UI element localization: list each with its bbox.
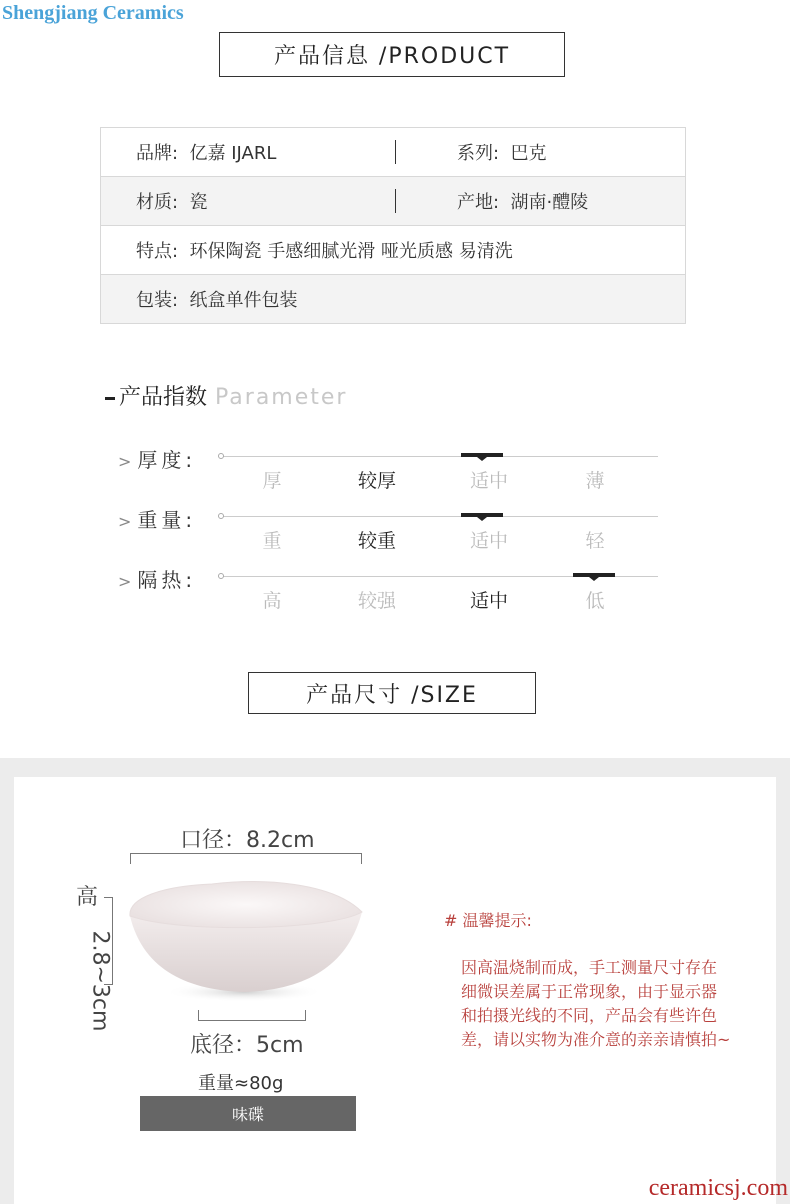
heading-dash xyxy=(105,397,115,400)
chevron-right-icon: > xyxy=(118,512,132,531)
tips-title: # 温馨提示: xyxy=(444,911,532,930)
param-label xyxy=(118,444,196,473)
packaging-cell xyxy=(136,286,298,312)
tips-body: 因高温烧制而成，手工测量尺寸存在 细微误差属于正常现象，由于显示器和拍摄光线的不同，产品会有些许色差，请以实物为准介意的亲亲请慎拍~ xyxy=(461,958,731,1049)
param-option: 薄 xyxy=(585,470,605,492)
brand-value: 亿嘉 IJARL xyxy=(189,143,277,164)
height-value: 2.8~3cm xyxy=(87,930,113,1032)
param-selected-marker xyxy=(461,513,503,517)
param-option: 重 xyxy=(262,530,282,552)
param-label-text: 厚度: xyxy=(137,448,197,472)
param-label xyxy=(118,504,196,533)
param-option: 较重 xyxy=(357,530,396,552)
parameter-heading-en: Parameter xyxy=(215,385,348,410)
brand-label: 品牌: xyxy=(136,143,179,164)
base-diameter-label: 底径：5cm xyxy=(190,1033,304,1058)
base-diameter-bracket xyxy=(198,1010,306,1021)
features-cell xyxy=(136,237,513,263)
chevron-right-icon: > xyxy=(118,572,132,591)
shop-watermark: Shengjiang Ceramics xyxy=(2,2,184,24)
param-option: 较强 xyxy=(357,590,396,612)
param-option: 适中 xyxy=(469,470,508,492)
material-value: 瓷 xyxy=(189,192,208,213)
param-option: 适中 xyxy=(469,590,508,612)
param-label xyxy=(118,564,196,593)
param-scale-line xyxy=(222,516,658,517)
bowl-image xyxy=(122,868,367,1008)
product-info-table xyxy=(100,127,686,324)
param-option: 厚 xyxy=(262,470,282,492)
series-cell xyxy=(457,139,547,165)
param-option: 轻 xyxy=(585,530,605,552)
param-scale-start-dot xyxy=(218,513,224,519)
row-divider xyxy=(395,140,396,164)
row-divider xyxy=(395,189,396,213)
info-row-material xyxy=(101,177,685,226)
series-value: 巴克 xyxy=(510,143,547,164)
param-selected-marker xyxy=(573,573,615,577)
param-label-text: 隔热: xyxy=(137,568,197,592)
site-watermark: ceramicsj.com xyxy=(648,1175,788,1201)
origin-value: 湖南·醴陵 xyxy=(510,192,589,213)
parameter-heading-cn: 产品指数 xyxy=(119,385,208,410)
param-option: 低 xyxy=(585,590,605,612)
info-row-packaging xyxy=(101,275,685,323)
features-value: 环保陶瓷 手感细腻光滑 哑光质感 易清洗 xyxy=(189,241,513,262)
height-bracket xyxy=(104,897,113,985)
param-scale-line xyxy=(222,456,658,457)
info-row-features xyxy=(101,226,685,275)
mouth-diameter-bracket xyxy=(130,853,362,864)
mouth-diameter-label: 口径：8.2cm xyxy=(180,828,315,853)
brand-cell xyxy=(136,139,276,165)
product-name-bar: 味碟 xyxy=(140,1096,356,1131)
info-row-brand xyxy=(101,128,685,177)
param-scale-start-dot xyxy=(218,453,224,459)
param-selected-marker xyxy=(461,453,503,457)
bowl-rim xyxy=(130,882,362,928)
param-option: 适中 xyxy=(469,530,508,552)
series-label: 系列: xyxy=(457,143,500,164)
origin-cell xyxy=(457,188,588,214)
material-label: 材质: xyxy=(136,192,179,213)
packaging-value: 纸盒单件包装 xyxy=(189,290,298,311)
param-scale-start-dot xyxy=(218,573,224,579)
parameter-heading xyxy=(105,380,347,411)
param-option: 较厚 xyxy=(357,470,396,492)
weight-label: 重量≈80g xyxy=(198,1073,284,1094)
height-label: 高 xyxy=(76,885,99,910)
packaging-label: 包装: xyxy=(136,290,179,311)
material-cell xyxy=(136,188,208,214)
origin-label: 产地: xyxy=(457,192,500,213)
param-label-text: 重量: xyxy=(137,508,197,532)
param-option: 高 xyxy=(262,590,282,612)
size-title: 产品尺寸 /SIZE xyxy=(248,672,536,714)
features-label: 特点: xyxy=(136,241,179,262)
chevron-right-icon: > xyxy=(118,452,132,471)
product-info-title: 产品信息 /PRODUCT xyxy=(219,32,565,77)
